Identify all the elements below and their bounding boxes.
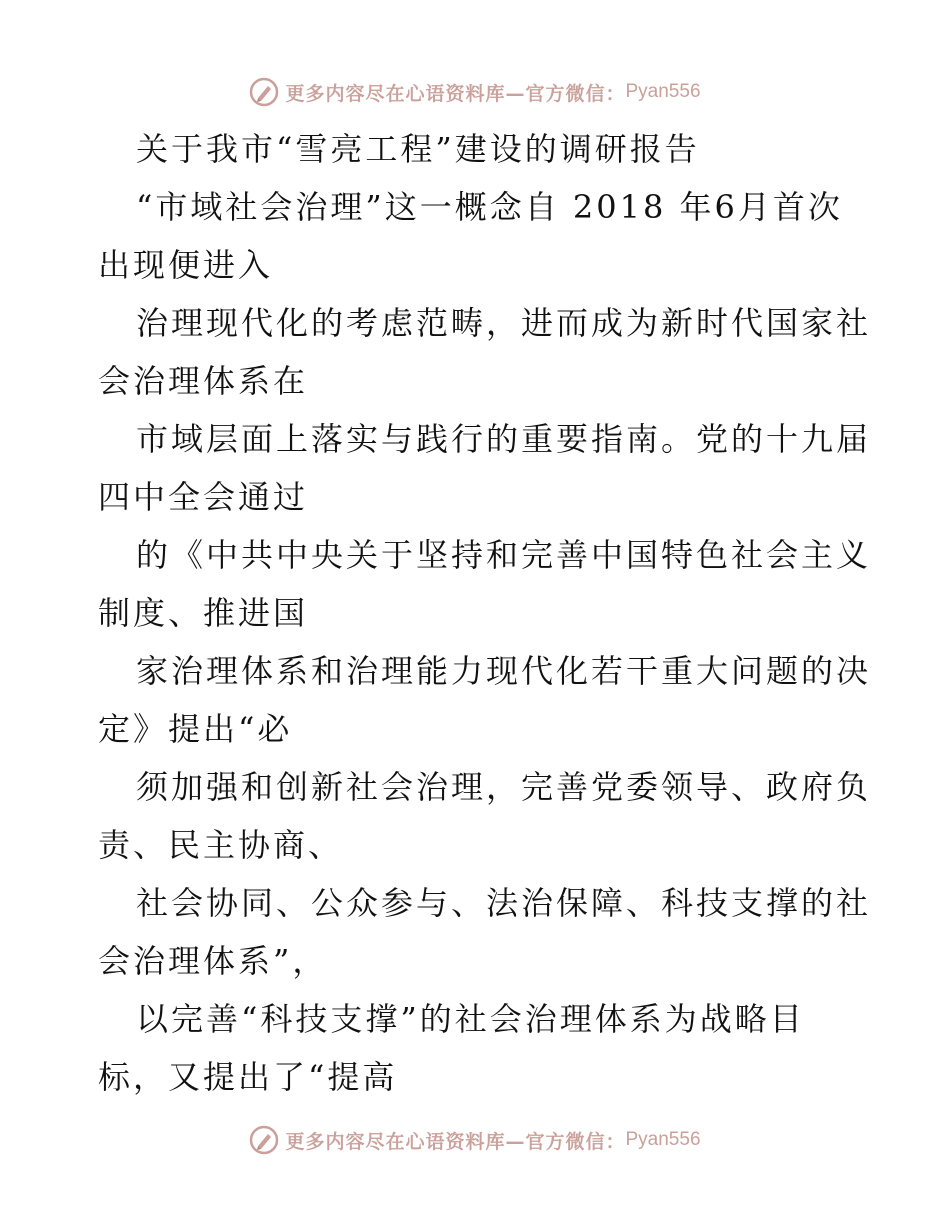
footer-watermark-banner (0, 1120, 950, 1160)
paragraph-line: 定》提出“必 (98, 710, 293, 748)
paragraph-line: 的《中共中央关于坚持和完善中国特色社会主义 (136, 536, 872, 574)
paragraph-line: 社会协同、公众参与、法治保障、科技支撑的社 (136, 884, 872, 922)
paragraph-line: 治理现代化的考虑范畴，进而成为新时代国家社 (136, 304, 872, 342)
pen-logo-icon (249, 1125, 279, 1155)
paragraph-line: 市域层面上落实与践行的重要指南。党的十九届 (136, 420, 872, 458)
document-title: 关于我市“雪亮工程”建设的调研报告 (136, 130, 700, 168)
paragraph-line: 家治理体系和治理能力现代化若干重大问题的决 (136, 652, 872, 690)
document-body (98, 120, 872, 1106)
watermark-brand: Pyan556 (625, 1129, 701, 1150)
paragraph-line: 四中全会通过 (98, 478, 309, 516)
paragraph-line: 出现便进入 (98, 246, 274, 284)
paragraph-line: 须加强和创新社会治理，完善党委领导、政府负 (136, 768, 872, 806)
paragraph-line: 责、民主协商、 (98, 826, 344, 864)
header-watermark-banner (0, 72, 950, 112)
paragraph-line: 标，又提出了“提高 (98, 1058, 398, 1096)
watermark-text: 更多内容尽在心语资料库—官方微信： (285, 1130, 626, 1153)
watermark-text: 更多内容尽在心语资料库—官方微信： (285, 82, 626, 105)
pen-logo-icon (249, 77, 279, 107)
paragraph-line: “市域社会治理”这一概念自 2018 年6月首次 (136, 188, 843, 226)
paragraph-line: 以完善“科技支撑”的社会治理体系为战略目 (136, 1000, 805, 1038)
paragraph-line: 会治理体系”， (98, 942, 328, 980)
paragraph-line: 制度、推进国 (98, 594, 309, 632)
paragraph-line: 会治理体系在 (98, 362, 309, 400)
watermark-brand: Pyan556 (625, 81, 701, 102)
